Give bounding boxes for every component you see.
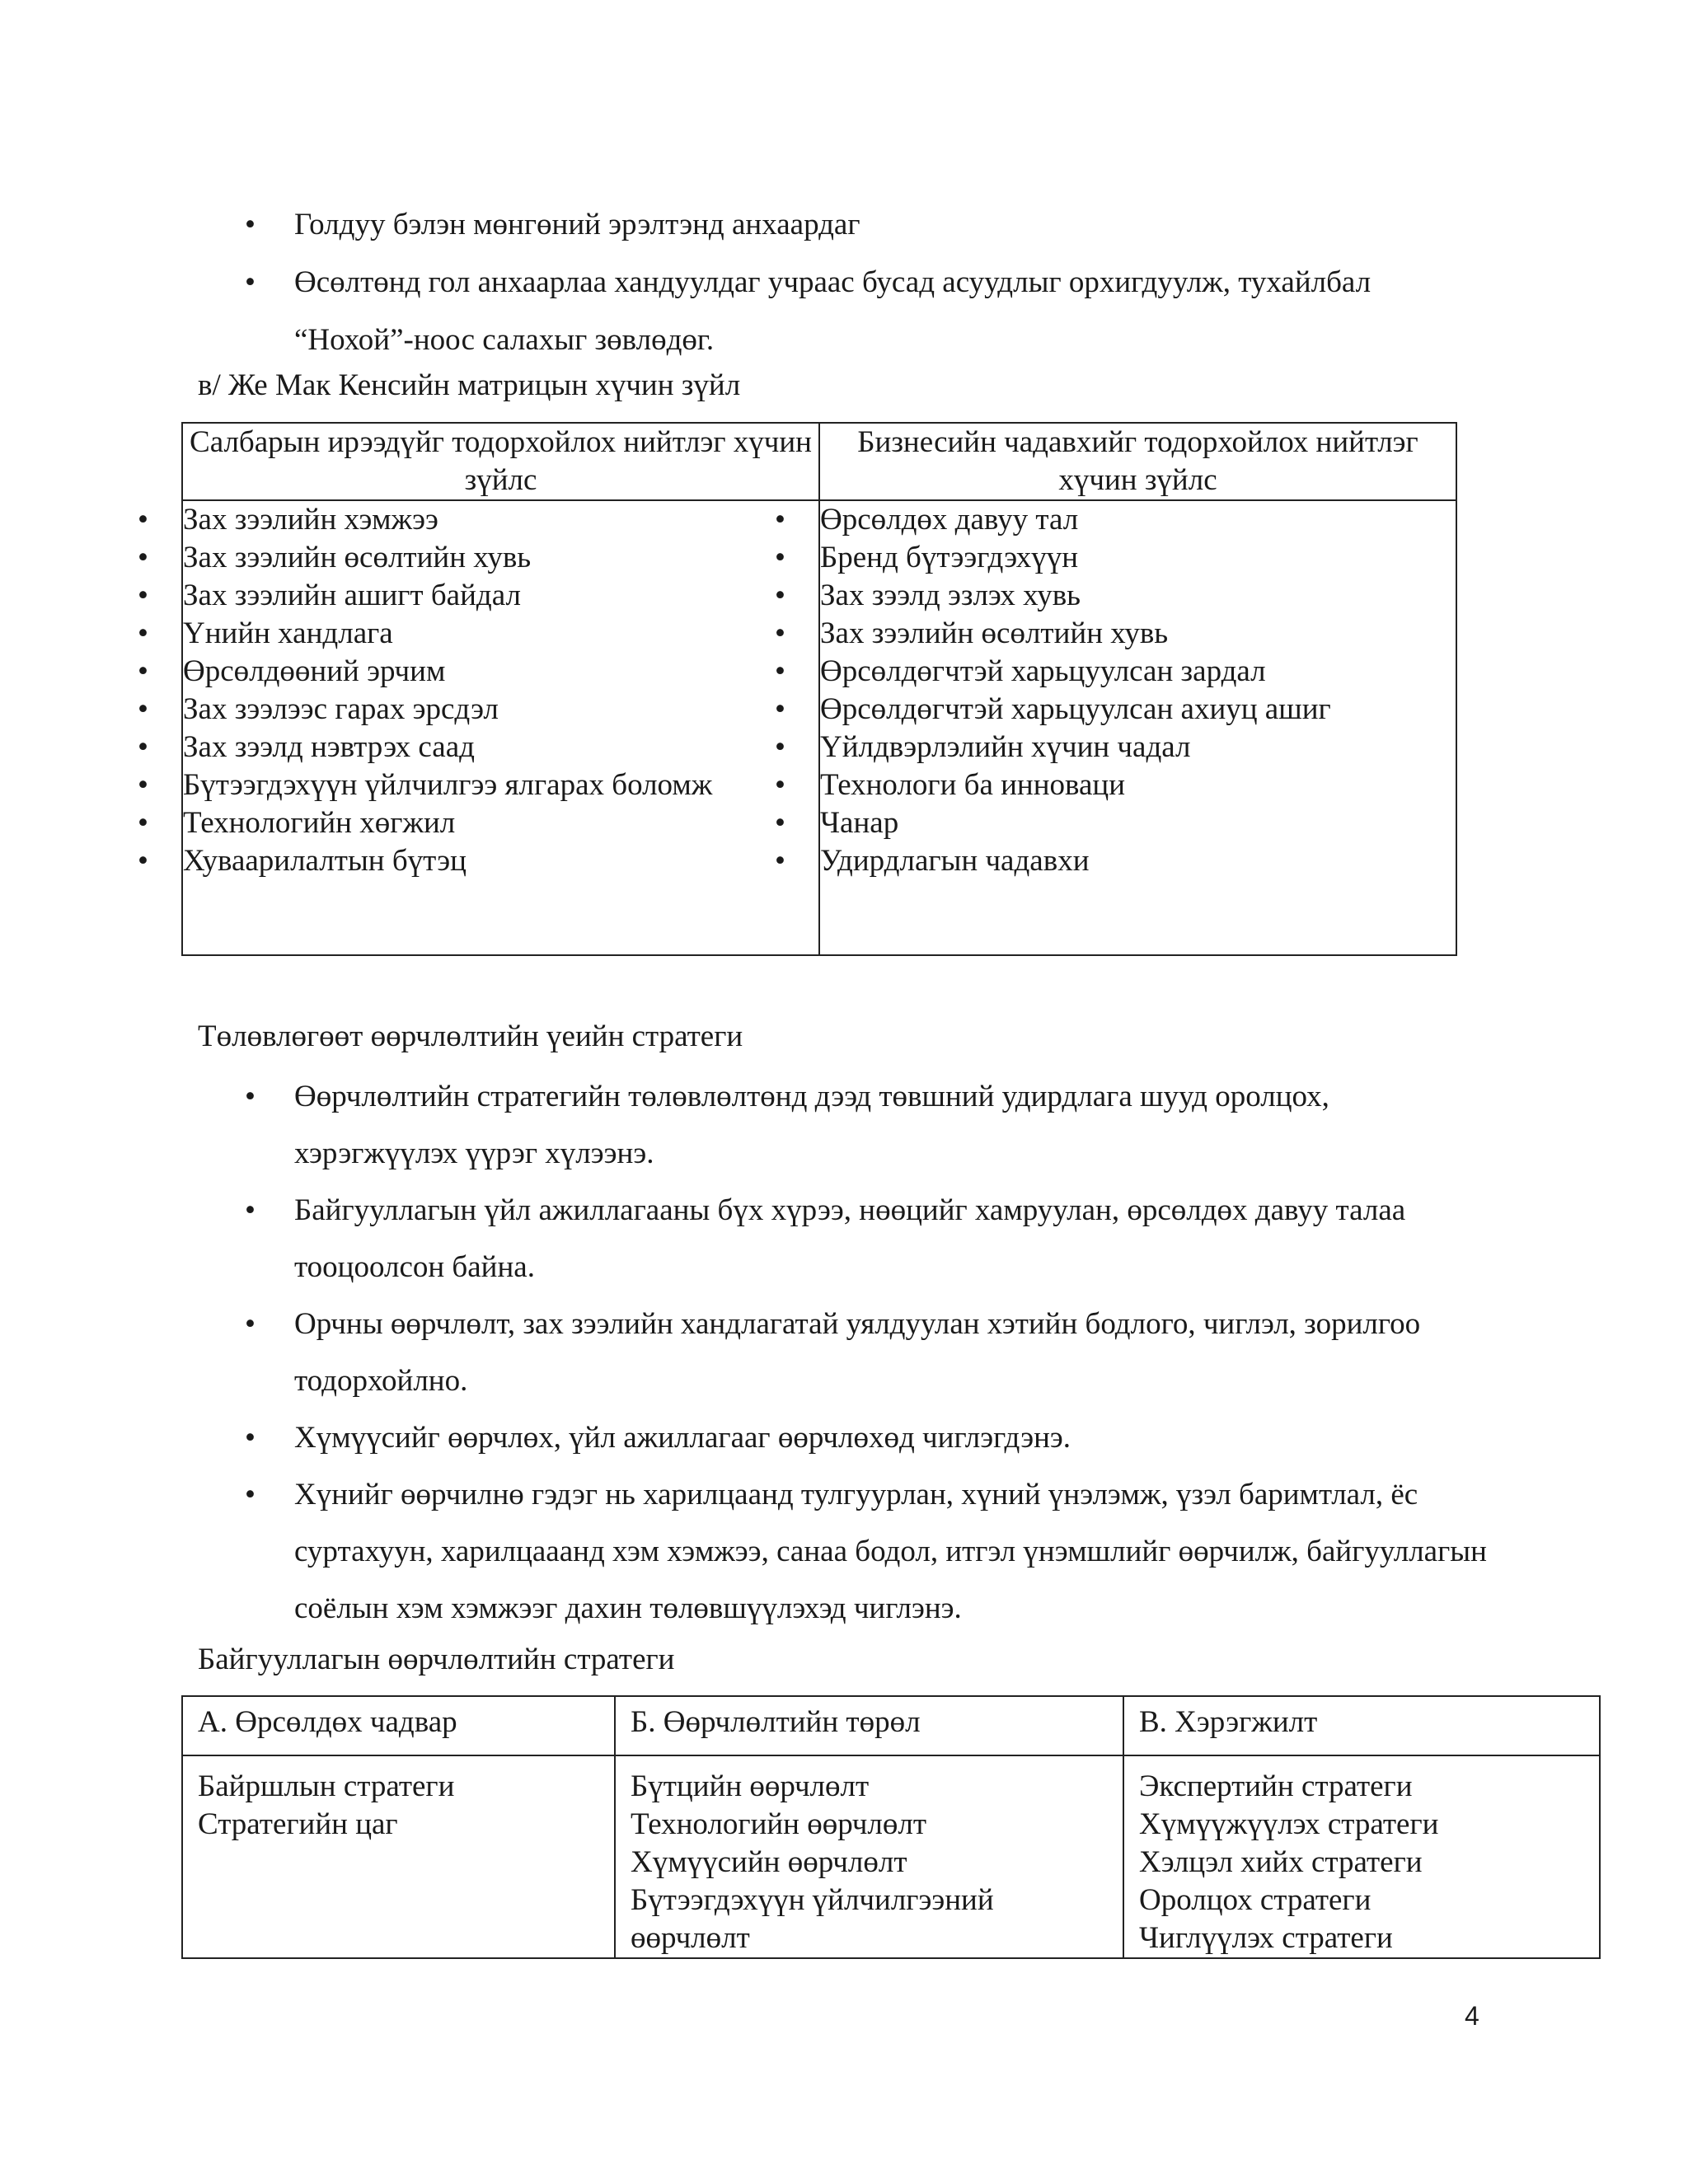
list-item: • Зах зээлийн ашигт байдал: [183, 577, 818, 615]
planned-change-bullet-list: [294, 1068, 1498, 1637]
list-item: • Зах зээлээс гарах эрсдэл: [183, 691, 818, 729]
table-header-implementation: В. Хэрэгжилт: [1123, 1696, 1600, 1755]
table-header-industry: Салбарын ирээдүйг тодорхойлох нийтлэг хүчин зүйлс: [182, 423, 819, 500]
bullet-item: • Өөрчлөлтийн стратегийн төлөвлөлтөнд дээд төвшний удирдлага шууд оролцох, хэрэгжүүлэх үүрэг хүлээнэ.: [294, 1068, 1498, 1182]
list-item: • Зах зээлийн өсөлтийн хувь: [183, 539, 818, 577]
table-cell-line: Хүмүүсийн өөрчлөлт: [631, 1845, 907, 1879]
table-cell-line: Экспертийн стратеги: [1139, 1769, 1413, 1803]
org-change-strategy-table: [181, 1695, 1601, 1959]
list-item: • Өрсөлдөх давуу тал: [820, 501, 1456, 539]
table-cell-line: Хүмүүжүүлэх стратеги: [1139, 1807, 1439, 1841]
list-item: • Зах зээлийн хэмжээ: [183, 501, 818, 539]
table-header-business: Бизнесийн чадавхийг тодорхойлох нийтлэг хүчин зүйлс: [819, 423, 1456, 500]
table-cell-line: Бүтцийн өөрчлөлт: [631, 1769, 870, 1803]
industry-factors-cell: [182, 500, 819, 955]
list-item: • Зах зээлд нэвтрэх саад: [183, 729, 818, 766]
table-cell-line: Хэлцэл хийх стратеги: [1139, 1845, 1423, 1879]
competitiveness-cell: [182, 1755, 615, 1958]
list-item: • Үйлдвэрлэлийн хүчин чадал: [820, 729, 1456, 766]
section-heading-planned-change: Төлөвлөгөөт өөрчлөлтийн үеийн стратеги: [198, 1019, 743, 1053]
mckinsey-factor-table: [181, 422, 1457, 956]
list-item: • Өрсөлдөөний эрчим: [183, 653, 818, 691]
list-item: • Бүтээгдэхүүн үйлчилгээ ялгарах боломж: [183, 766, 818, 804]
business-factor-list: [820, 501, 1456, 880]
page-number: 4: [1465, 2001, 1479, 2031]
list-item: • Зах зээлийн өсөлтийн хувь: [820, 615, 1456, 653]
list-item: • Зах зээлд эзлэх хувь: [820, 577, 1456, 615]
section-heading-mckinsey: в/ Же Мак Кенсийн матрицын хүчин зүйл: [198, 368, 741, 402]
change-type-cell: [615, 1755, 1123, 1958]
table-cell-line: Чиглүүлэх стратеги: [1139, 1921, 1393, 1955]
business-factors-cell: [819, 500, 1456, 955]
section-heading-org-change: Байгууллагын өөрчлөлтийн стратеги: [198, 1643, 675, 1676]
list-item: • Өрсөлдөгчтэй харьцуулсан ахиуц ашиг: [820, 691, 1456, 729]
table-cell-line: Бүтээгдэхүүн үйлчилгээний: [631, 1883, 994, 1917]
top-bullet-list: [294, 196, 1498, 369]
list-item: • Бренд бүтээгдэхүүн: [820, 539, 1456, 577]
table-header-change-type: Б. Өөрчлөлтийн төрөл: [615, 1696, 1123, 1755]
list-item: • Чанар: [820, 804, 1456, 842]
table-cell-line: Технологийн өөрчлөлт: [631, 1807, 927, 1841]
list-item: • Удирдлагын чадавхи: [820, 842, 1456, 880]
implementation-cell: [1123, 1755, 1600, 1958]
bullet-item: • Голдуу бэлэн мөнгөний эрэлтэнд анхаардаг: [294, 196, 1498, 254]
table-cell-line: Оролцох стратеги: [1139, 1883, 1372, 1917]
list-item: • Технологи ба инноваци: [820, 766, 1456, 804]
bullet-item: • Хүнийг өөрчилнө гэдэг нь харилцаанд тулгуурлан, хүний үнэлэмж, үзэл баримтлал, ёс суртахуун, харилцааанд хэм хэмжээ, санаа бодол, итгэл үнэмшлийг өөрчилж, байгууллагын соёлын хэм хэмжээг дахин төлөвшүүлэхэд чиглэнэ.: [294, 1466, 1498, 1637]
table-cell-line: Стратегийн цаг: [198, 1807, 398, 1841]
bullet-item: • Орчны өөрчлөлт, зах зээлийн хандлагатай уялдуулан хэтийн бодлого, чиглэл, зорилгоо тодорхойлно.: [294, 1296, 1498, 1409]
table-header-competitiveness: А. Өрсөлдөх чадвар: [182, 1696, 615, 1755]
list-item: • Технологийн хөгжил: [183, 804, 818, 842]
bullet-item: • Өсөлтөнд гол анхаарлаа хандуулдаг учраас бусад асуудлыг орхигдуулж, тухайлбал “Нохой”-ноос салахыг зөвлөдөг.: [294, 254, 1498, 369]
table-cell-line: Байршлын стратеги: [198, 1769, 455, 1803]
list-item: • Үнийн хандлага: [183, 615, 818, 653]
bullet-item: • Байгууллагын үйл ажиллагааны бүх хүрээ, нөөцийг хамруулан, өрсөлдөх давуу талаа тооцоолсон байна.: [294, 1182, 1498, 1296]
table-cell-line: өөрчлөлт: [631, 1921, 750, 1955]
list-item: • Хуваарилалтын бүтэц: [183, 842, 818, 880]
list-item: • Өрсөлдөгчтэй харьцуулсан зардал: [820, 653, 1456, 691]
bullet-item: • Хүмүүсийг өөрчлөх, үйл ажиллагааг өөрчлөхөд чиглэгдэнэ.: [294, 1409, 1498, 1466]
industry-factor-list: [183, 501, 818, 880]
